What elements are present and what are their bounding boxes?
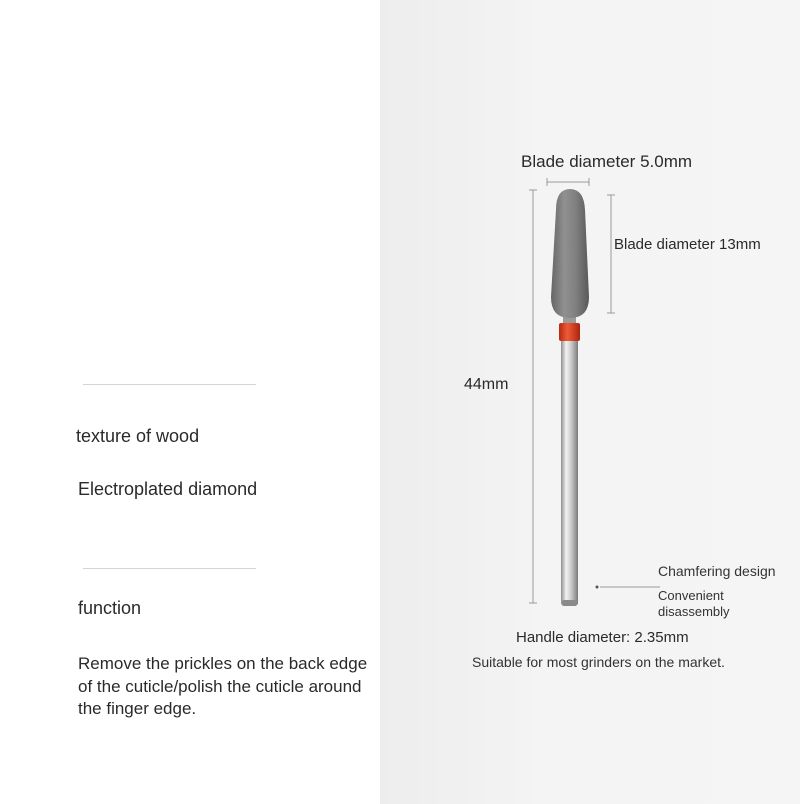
- blade-length-label: Blade diameter 13mm: [614, 236, 761, 253]
- chamfer-leader-line: [596, 586, 661, 589]
- function-description: Remove the prickles on the back edge of the cuticle/polish the cuticle around the finger edge.: [78, 654, 368, 718]
- disassembly-label: Convenient disassembly: [658, 588, 730, 619]
- material-value: Electroplated diamond: [78, 479, 258, 499]
- blade-length-dimension: [607, 195, 615, 313]
- bit-head: [551, 189, 589, 318]
- handle-diameter-label: Handle diameter: 2.35mm: [516, 629, 689, 646]
- function-heading: function: [78, 598, 142, 618]
- total-length-label: 44mm: [464, 376, 509, 393]
- material-heading: texture of wood: [76, 426, 200, 446]
- compatibility-label: Suitable for most grinders on the market.: [472, 654, 725, 670]
- blade-width-label: Blade diameter 5.0mm: [521, 152, 693, 171]
- chamfer-label: Chamfering design: [658, 563, 776, 579]
- total-length-dimension: [529, 190, 537, 603]
- bit-shank: [561, 340, 578, 606]
- blade-width-dimension: [547, 178, 589, 186]
- bit-color-band: [559, 323, 580, 341]
